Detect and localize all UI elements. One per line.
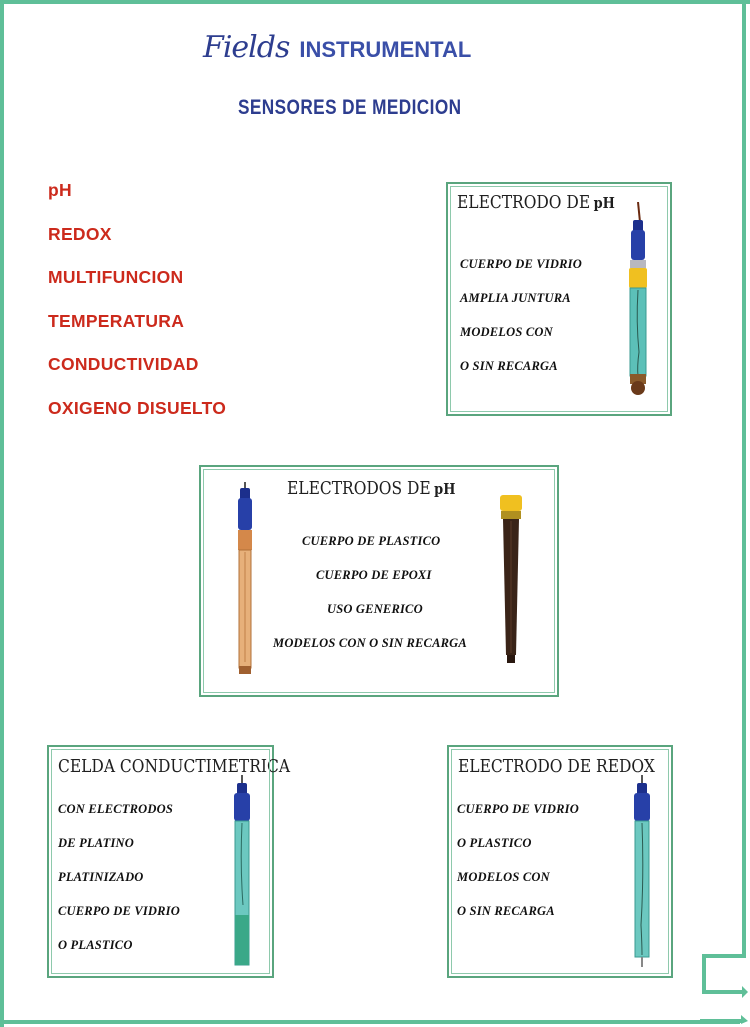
card-feature: CUERPO DE VIDRIO <box>460 257 582 271</box>
card-ph-glass <box>446 182 672 416</box>
plastic-ph-electrode-image <box>233 482 257 678</box>
card-title: CELDA CONDUCTIMETRICA <box>58 756 291 777</box>
card-feature: O SIN RECARGA <box>457 904 555 918</box>
page-subtitle: SENSORES DE MEDICION <box>238 96 462 119</box>
card-feature: CUERPO DE EPOXI <box>316 568 432 582</box>
card-feature: O PLASTICO <box>58 938 133 952</box>
card-feature: CUERPO DE VIDRIO <box>58 904 180 918</box>
page-frame-left <box>0 0 4 1027</box>
glass-ph-electrode-image <box>624 202 652 402</box>
corner-arrow-icon <box>700 952 748 1024</box>
card-title-suffix: pH <box>593 194 615 212</box>
card-conductivity-cell <box>47 745 291 978</box>
redox-electrode-image <box>629 775 655 971</box>
brand-logo <box>203 30 471 65</box>
card-feature: CUERPO DE VIDRIO <box>457 802 579 816</box>
card-feature: PLATINIZADO <box>58 870 144 884</box>
conductivity-cell-image <box>229 775 255 971</box>
card-title-text: ELECTRODO DE <box>457 192 591 213</box>
card-feature: AMPLIA JUNTURA <box>460 291 571 305</box>
card-feature: CUERPO DE PLASTICO <box>302 534 441 548</box>
card-redox-electrode <box>447 745 673 978</box>
category-item-ph: pH <box>48 180 72 200</box>
brand-script: Fields <box>203 30 290 65</box>
card-title <box>287 478 455 499</box>
epoxy-ph-electrode-image <box>498 495 524 667</box>
category-list <box>48 180 226 441</box>
category-item-conductividad: CONDUCTIVIDAD <box>48 354 199 374</box>
page-frame-top <box>0 0 750 4</box>
card-title-text: ELECTRODOS DE <box>287 478 431 499</box>
category-item-oxigeno: OXIGENO DISUELTO <box>48 397 227 418</box>
card-feature: MODELOS CON O SIN RECARGA <box>273 636 467 650</box>
card-feature: DE PLATINO <box>58 836 134 850</box>
card-feature: O SIN RECARGA <box>460 359 558 373</box>
card-feature: USO GENERICO <box>327 602 423 616</box>
category-item-redox: REDOX <box>48 223 112 244</box>
card-feature: O PLASTICO <box>457 836 532 850</box>
card-ph-plastic <box>199 465 559 697</box>
card-title: ELECTRODO DE REDOX <box>458 756 655 777</box>
card-feature: CON ELECTRODOS <box>58 802 173 816</box>
page-frame-bottom <box>0 1020 740 1024</box>
page-frame-right <box>742 0 746 955</box>
card-title-suffix: pH <box>434 480 456 498</box>
category-item-temperatura: TEMPERATURA <box>48 310 185 331</box>
category-item-multifuncion: MULTIFUNCION <box>48 267 184 287</box>
card-title <box>457 192 615 213</box>
brand-word: INSTRUMENTAL <box>299 37 472 62</box>
card-feature: MODELOS CON <box>457 870 550 884</box>
card-feature: MODELOS CON <box>460 325 553 339</box>
